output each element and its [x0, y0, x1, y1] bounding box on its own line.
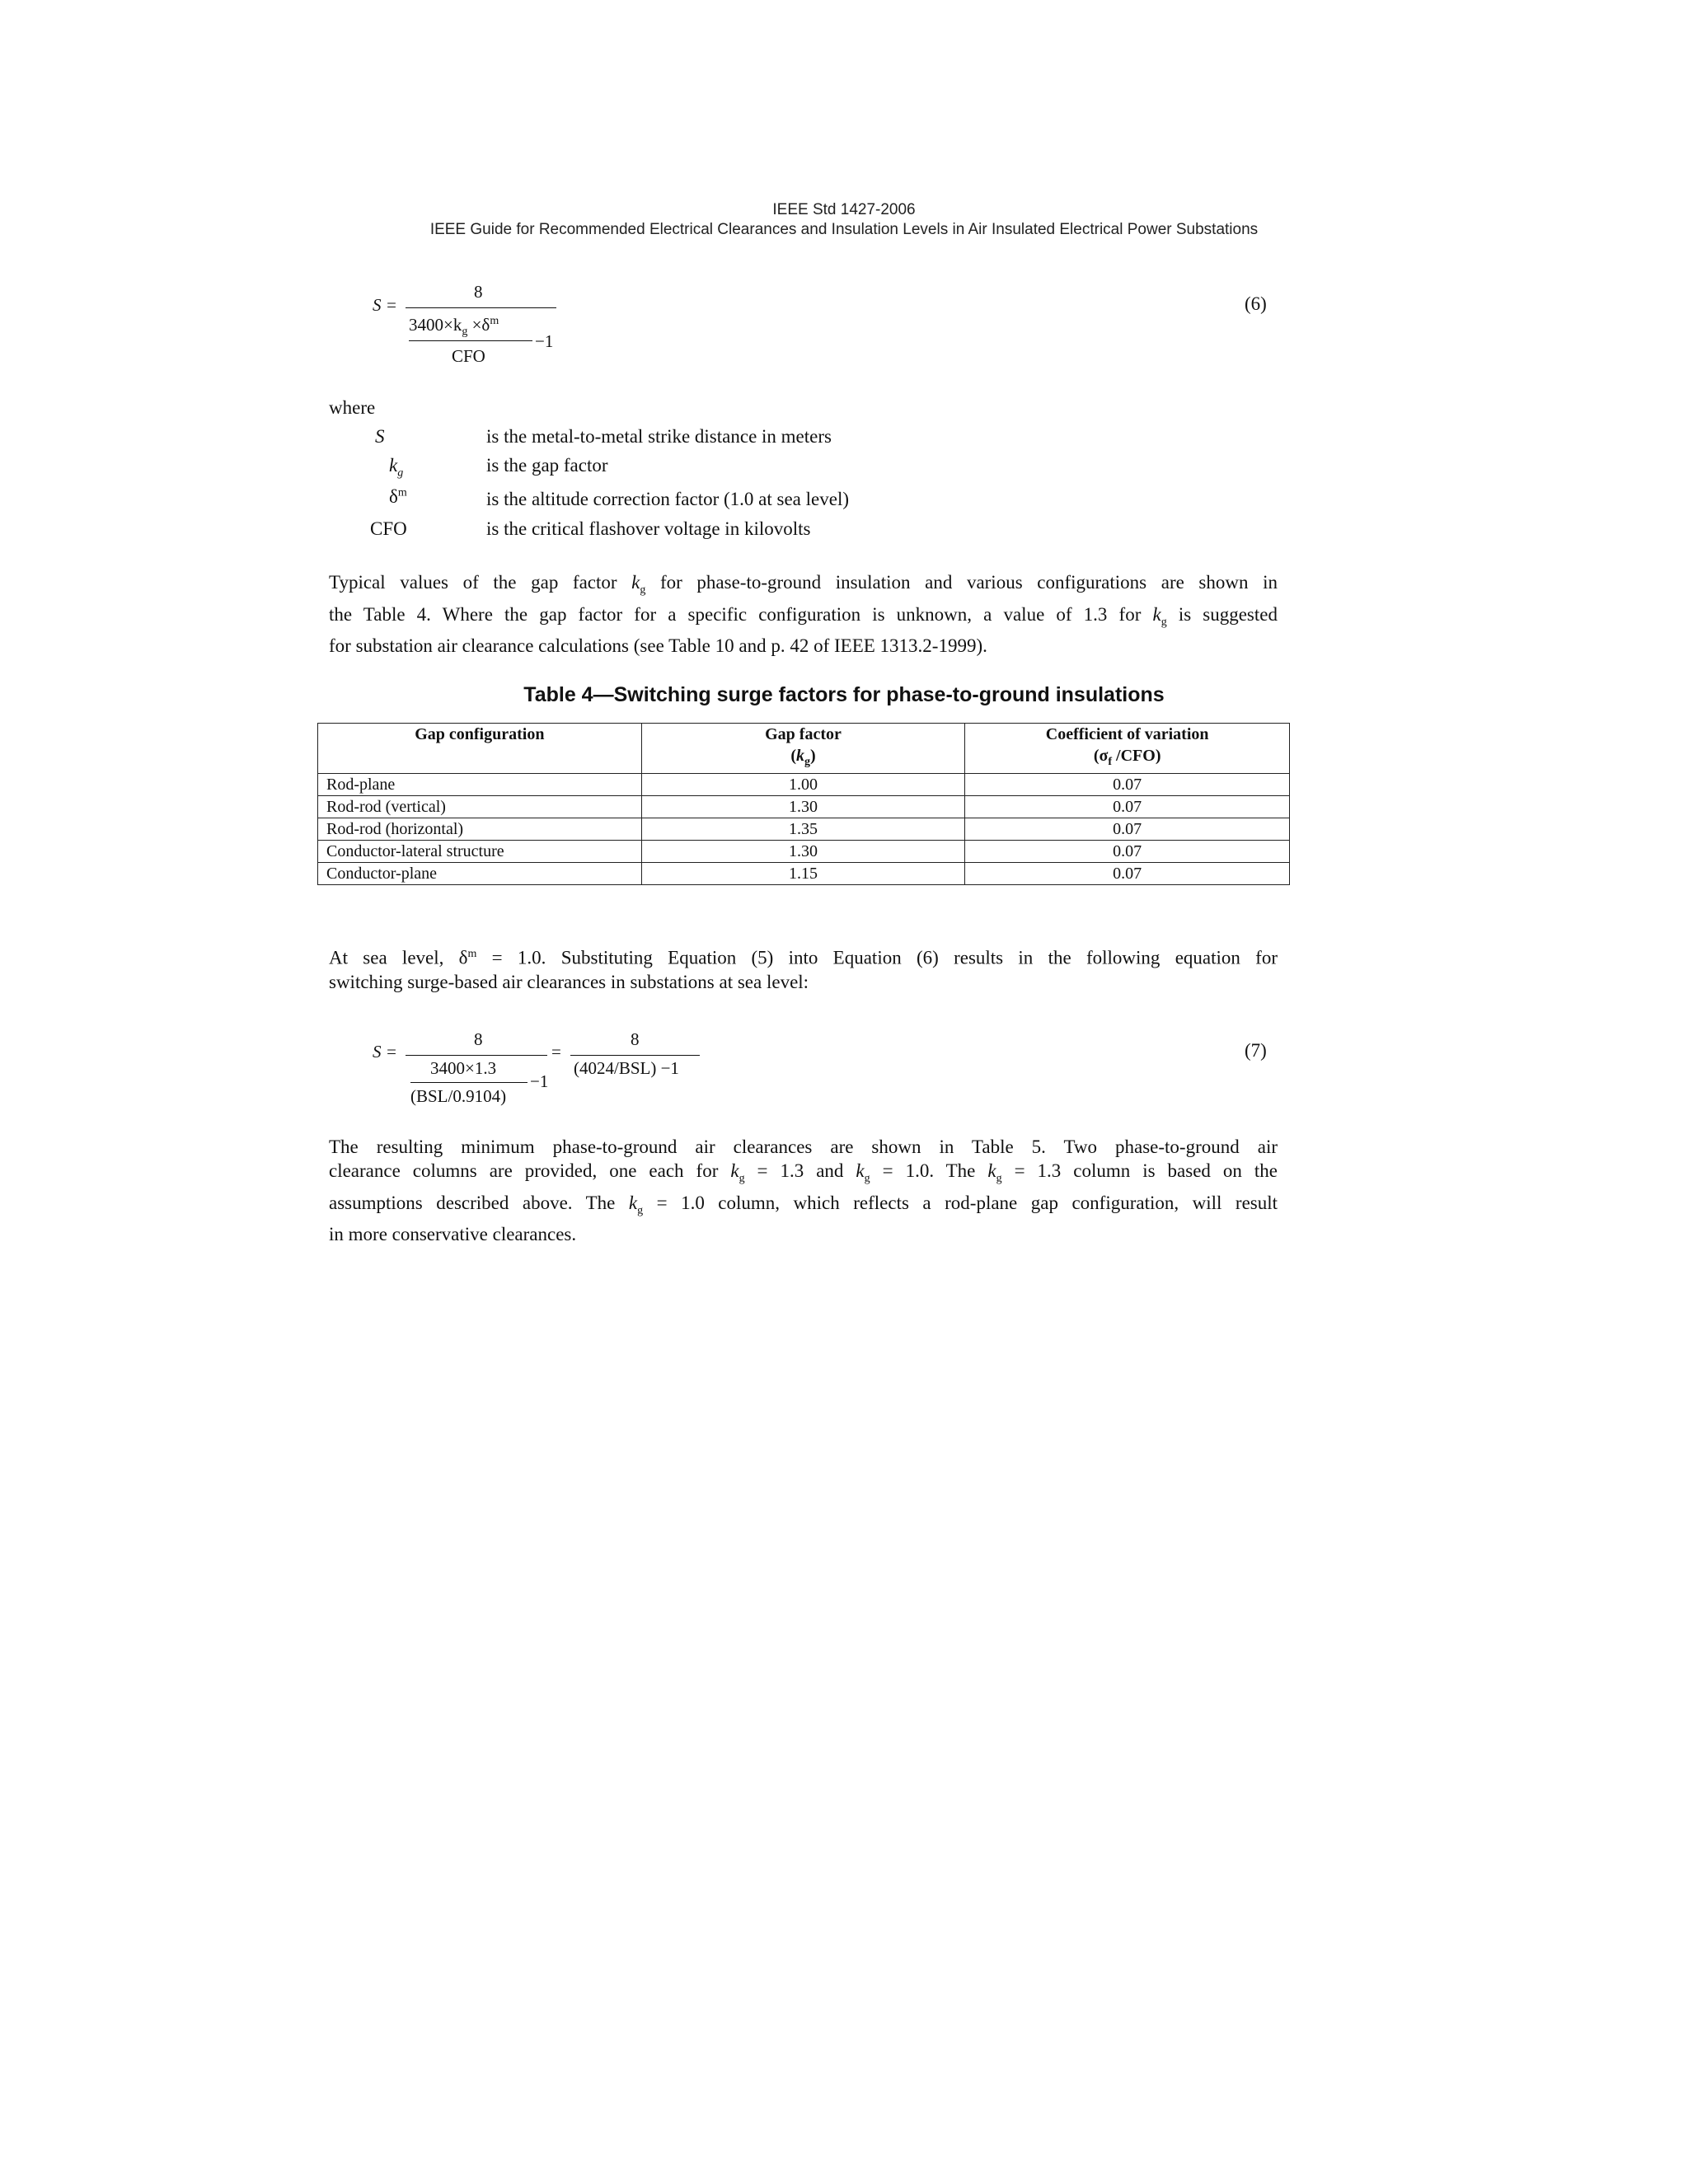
para3-s3: g: [996, 1172, 1002, 1185]
cell-gap-factor: 1.30: [641, 841, 965, 863]
table-row: [318, 796, 1290, 818]
col-header-coefficient: Coefficient of variation ($\sigma_f$ /CFO): [965, 724, 1290, 774]
eq6-inner-numerator: [409, 315, 499, 339]
para1-l2b: is suggested: [1166, 603, 1278, 625]
para3-s4: g: [637, 1204, 644, 1217]
para3-l3a: assumptions described above. The: [329, 1192, 629, 1213]
eq7-equals: =: [551, 1042, 561, 1062]
para3-l2d: = 1.3 column is based on the: [1001, 1160, 1278, 1181]
para3-s2: g: [864, 1172, 870, 1185]
para3-l3b: = 1.0 column, which reflects a rod-plane gap configuration, will result: [643, 1192, 1278, 1213]
para1-k: k: [631, 572, 640, 593]
def-symbol-kg-text: k: [389, 455, 398, 476]
table-row: [318, 841, 1290, 863]
eq7-rhs-denominator: (4024/BSL) −1: [574, 1058, 679, 1078]
table-row: [318, 818, 1290, 841]
para3-line3: [329, 1191, 1278, 1223]
def-text-delta: is the altitude correction factor (1.0 at sea level): [486, 489, 849, 509]
cell-gap-factor: 1.30: [641, 796, 965, 818]
para2-sup: m: [467, 948, 477, 960]
col3-sub: f: [1108, 756, 1113, 768]
def-symbol-kg: [389, 455, 471, 480]
eq6-main-fraction-bar: [406, 307, 556, 308]
eq7-minus-one: −1: [530, 1071, 549, 1091]
para3-k4: k: [628, 1192, 638, 1213]
def-symbol-delta-sup: m: [397, 486, 407, 499]
col2-sub: g: [804, 756, 810, 768]
para1-k2sub: g: [1160, 616, 1167, 629]
col2-k: k: [796, 747, 804, 765]
def-symbol-s-text: S: [375, 426, 385, 447]
cell-coefficient: 0.07: [965, 796, 1290, 818]
cell-coefficient: 0.07: [965, 863, 1290, 885]
cell-config: Rod-rod (vertical): [318, 796, 642, 818]
para3-k1: k: [730, 1160, 739, 1181]
eq7-inner-denominator: (BSL/0.9104): [410, 1086, 507, 1106]
para3-line2: [329, 1159, 1278, 1191]
col2-title: Gap factor: [765, 725, 842, 743]
para1-l1b: for phase-to-ground insulation and various configurations are shown in: [645, 572, 1278, 593]
cell-config: Conductor-plane: [318, 863, 642, 885]
col3-sigma: σ: [1099, 747, 1109, 765]
eq6-inner-fraction-bar: [409, 340, 532, 341]
para3-k3: k: [987, 1160, 996, 1181]
para1-line3: for substation air clearance calculations (see Table 10 and p. 42 of IEEE 1313.2-1999).: [329, 635, 987, 657]
cell-coefficient: 0.07: [965, 818, 1290, 841]
table-header-row: [318, 724, 1290, 774]
document-title: IEEE Guide for Recommended Electrical Clearances and Insulation Levels in Air Insulated Electrical Power Substations: [429, 221, 1259, 238]
def-symbol-delta-text: δ: [389, 486, 398, 507]
para1-line2: [329, 602, 1278, 635]
eq7-numerator: 8: [474, 1029, 483, 1049]
where-label: where: [329, 397, 376, 418]
paragraph-clearances: [329, 1135, 1278, 1246]
para1-l2a: the Table 4. Where the gap factor for a specific configuration is unknown, a value of 1.3 for: [329, 603, 1153, 625]
eq6-inner-sup: m: [490, 315, 499, 327]
cell-coefficient: 0.07: [965, 774, 1290, 796]
eq6-inner-mid: ×δ: [467, 315, 490, 335]
para2-l1a: At sea level, δ: [329, 947, 468, 968]
def-symbol-kg-sub: g: [397, 466, 404, 480]
cell-config: Rod-plane: [318, 774, 642, 796]
paragraph-gap-factor: [329, 570, 1278, 658]
eq7-inner-numerator: 3400×1.3: [430, 1058, 497, 1078]
eq6-number: (6): [1245, 293, 1267, 314]
table-row: [318, 774, 1290, 796]
para3-line1: The resulting minimum phase-to-ground air clearances are shown in Table 5. Two phase-to-ground air: [329, 1137, 1278, 1157]
para1-l1a: Typical values of the gap factor: [329, 572, 632, 593]
para2-line1: [329, 942, 1278, 970]
def-symbol-delta: [389, 486, 471, 508]
def-text-kg: is the gap factor: [486, 455, 608, 476]
col3-title: Coefficient of variation: [1045, 725, 1209, 743]
def-text-cfo: is the critical flashover voltage in kilovolts: [486, 518, 811, 539]
para3-s1: g: [738, 1172, 745, 1185]
cell-gap-factor: 1.35: [641, 818, 965, 841]
eq7-main-fraction-bar: [406, 1055, 547, 1056]
eq7-rhs-fraction-bar: [570, 1055, 700, 1056]
eq6-inner-num-text: 3400×k: [409, 315, 462, 335]
para3-l2a: clearance columns are provided, one each for: [329, 1160, 731, 1181]
eq6-minus-one: −1: [535, 331, 554, 351]
eq6-lhs: S =: [373, 295, 397, 315]
switching-surge-table: [317, 723, 1290, 885]
eq7-number: (7): [1245, 1040, 1267, 1061]
standard-number: IEEE Std 1427-2006: [772, 201, 916, 218]
table-row: [318, 863, 1290, 885]
cell-gap-factor: 1.00: [641, 774, 965, 796]
eq7-rhs-numerator: 8: [631, 1029, 640, 1049]
eq7-lhs: S =: [373, 1042, 397, 1062]
cell-gap-factor: 1.15: [641, 863, 965, 885]
cell-config: Conductor-lateral structure: [318, 841, 642, 863]
paragraph-sea-level: [329, 942, 1278, 994]
col-header-gap-configuration: Gap configuration: [318, 724, 642, 774]
eq6-numerator: 8: [474, 282, 483, 302]
para3-l2b: = 1.3 and: [744, 1160, 856, 1181]
def-symbol-cfo: CFO: [370, 518, 407, 539]
eq7-inner-fraction-bar: [410, 1082, 528, 1083]
eq6-inner-sub: g: [462, 326, 468, 339]
col-header-gap-factor: Gap factor $(k_g)$: [641, 724, 965, 774]
para3-k2: k: [856, 1160, 865, 1181]
table-caption: Table 4—Switching surge factors for phase-to-ground insulations: [523, 683, 1165, 706]
para1-k2: k: [1152, 603, 1161, 625]
def-symbol-s: [375, 426, 457, 448]
para1-ksub: g: [640, 583, 646, 597]
def-text-s: is the metal-to-metal strike distance in meters: [486, 426, 832, 447]
para2-line2: switching surge-based air clearances in substations at sea level:: [329, 971, 809, 992]
col3-rest: /CFO: [1112, 747, 1156, 765]
para2-l1b: = 1.0. Substituting Equation (5) into Equation (6) results in the following equation for: [476, 947, 1278, 968]
eq6-inner-denominator: CFO: [452, 346, 485, 366]
cell-config: Rod-rod (horizontal): [318, 818, 642, 841]
para1-line1: [329, 570, 1278, 602]
para3-l2c: = 1.0. The: [870, 1160, 988, 1181]
cell-coefficient: 0.07: [965, 841, 1290, 863]
para3-line4: in more conservative clearances.: [329, 1224, 577, 1245]
